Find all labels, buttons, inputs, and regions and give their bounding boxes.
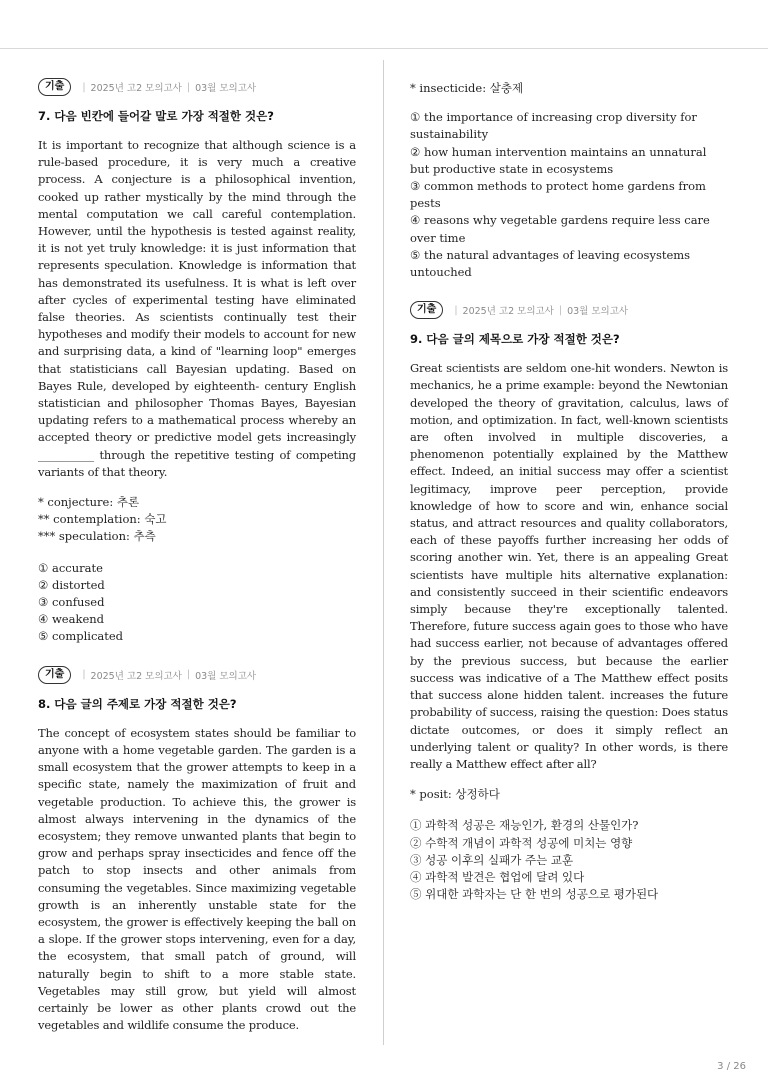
q7-source-tag: 기출 | 2025년 고2 모의고사 | 03월 모의고사 — [38, 76, 356, 98]
q7-note: ** contemplation: 숙고 — [38, 512, 167, 527]
q7-option-4: ④ weakend — [38, 612, 105, 627]
q8-notes — [410, 80, 728, 97]
q9-option-2: ② 수학적 개념이 과학적 성공에 미치는 영향 — [410, 835, 633, 850]
q9-option-4: ④ 과학적 발견은 협업에 달려 있다 — [410, 869, 585, 884]
q9-options — [410, 817, 728, 903]
question-7 — [38, 76, 356, 646]
q9-month: 03월 모의고사 — [567, 306, 629, 318]
question-8 — [38, 664, 356, 1035]
q9-source-tag: 기출 | 2025년 고2 모의고사 | 03월 모의고사 — [410, 299, 728, 321]
header-rule — [0, 48, 768, 49]
q7-passage: It is important to recognize that although science is a rule-based procedure, it is very much a creative process. A conjecture is a philosophical invention, cooked up rather mystically by the mind through the mental computation we call careful contemplation. However, until the hypothesis is tested against reality, it is not yet truly knowledge: it is just information that represents speculation. Knowledge is information that has demonstrated its usefulness. It is what is left over after cycles of experimental testing have eliminated false theories. As scientists continually test their hypotheses and modify their models to account for new and surprising data, a kind of "learning loop" emerges that statisticians call Bayesian updating. Based on Bayes Rule, developed by eighteenth- century English statistician and philosopher Thomas Bayes, Bayesian updating refers to a mathematical process whereby an accepted theory or predictive model gets increasingly __________ through the repetitive testing of competing variants of that theory. — [38, 138, 356, 479]
q8-source-tag: 기출 | 2025년 고2 모의고사 | 03월 모의고사 — [38, 664, 356, 686]
column-divider — [383, 60, 384, 1045]
q7-note: *** speculation: 추측 — [38, 529, 156, 544]
q9-year: 2025년 고2 모의고사 — [462, 306, 554, 318]
q7-option-5: ⑤ complicated — [38, 629, 124, 644]
page-number: 3 / 26 — [717, 1061, 746, 1072]
q7-title: 7. 다음 빈칸에 들어갈 말로 가장 적절한 것은? — [38, 109, 274, 123]
q8-title: 8. 다음 글의 주제로 가장 적절한 것은? — [38, 696, 237, 711]
q7-options — [38, 560, 356, 646]
q9-title: 9. 다음 글의 제목으로 가장 적절한 것은? — [410, 332, 620, 347]
q8-option-4: ④ reasons why vegetable gardens require less care over time — [410, 213, 710, 245]
q8-passage: The concept of ecosystem states should be familiar to anyone with a home vegetable garden. The garden is a small ecosystem that the grower attempts to keep in a specific state, namely the maximization of fruit and vegetable production. To achieve this, the grower is almost always intervening in the dynamics of the ecosystem; they remove unwanted plants that begin to grow and perhaps spray insecticides and fence off the patch to stop insects and other animals from consuming the vegetables. Since maximizing vegetable growth is an inherently unstable state for the ecosystem, the grower is effectively keeping the ball on a slope. If the grower stops intervening, even for a day, the ecosystem, that small patch of ground, will naturally begin to shift to a more stable state. Vegetables may still grow, but yield will almost certainly be lower as other plants crowd out the vegetables and wildlife consume the produce. — [38, 725, 356, 1033]
q8-option-1: ① the importance of increasing crop diversity for sustainability — [410, 110, 697, 142]
q7-month: 03월 모의고사 — [195, 83, 257, 94]
q9-note: * posit: 상정하다 — [410, 787, 500, 802]
q7-note: * conjecture: 추론 — [38, 495, 140, 510]
q9-notes — [410, 786, 728, 803]
q9-option-5: ⑤ 위대한 과학자는 단 한 번의 성공으로 평가된다 — [410, 887, 659, 902]
q7-exam-badge: 기출 — [38, 78, 71, 96]
q8-exam-badge: 기출 — [38, 666, 71, 684]
question-9 — [410, 299, 728, 903]
q8-year: 2025년 고2 모의고사 — [90, 670, 182, 682]
q9-passage: Great scientists are seldom one-hit wonders. Newton is mechanics, he a prime example: beyond the Newtonian developed the theory of gravitation, calculus, laws of motion, and optimization. In fact, well-known scientists are often involved in multiple discoveries, a phenomenon potentially explained by the Matthew effect. Indeed, an initial success may offer a scientist legitimacy, improve peer perception, provide knowledge of how to score and win, enhance social status, and attract resources and quality collaborators, each of these payoffs further increasing her odds of scoring another win. Yet, there is an appealing Great scientists have multiple hits alternative explanation: and consistently succeed in their scientific endeavors simply because they're exceptionally talented. Therefore, future success again goes to those who have had success earlier, not because of advantages offered by the previous success, but because the earlier success was indicative of a The Matthew effect posits that success alone hidden talent. increases the future probability of success, raising the question: Does status dictate outcomes, or does it simply reflect an underlying talent or quality? In other words, is there really a Matthew effect after all? — [410, 361, 728, 771]
q8-option-5: ⑤ the natural advantages of leaving ecosystems untouched — [410, 247, 691, 280]
q8-option-2: ② how human intervention maintains an unnatural but productive state in ecosystems — [410, 144, 707, 176]
q8-option-3: ③ common methods to protect home gardens from pests — [410, 179, 706, 211]
right-column — [410, 80, 728, 903]
q9-option-3: ③ 성공 이후의 실패가 주는 교훈 — [410, 852, 574, 867]
q9-exam-badge: 기출 — [410, 301, 443, 319]
q9-option-1: ① 과학적 성공은 재능인가, 환경의 산물인가? — [410, 818, 639, 833]
q8-month: 03월 모의고사 — [195, 670, 257, 682]
q8-options — [410, 109, 728, 281]
q7-option-2: ② distorted — [38, 577, 105, 592]
q7-notes — [38, 494, 356, 546]
q7-year: 2025년 고2 모의고사 — [90, 83, 182, 94]
left-column — [38, 76, 356, 1034]
q7-option-1: ① accurate — [38, 560, 103, 575]
q7-option-3: ③ confused — [38, 595, 105, 610]
q8-note: * insecticide: 살충제 — [410, 81, 524, 95]
